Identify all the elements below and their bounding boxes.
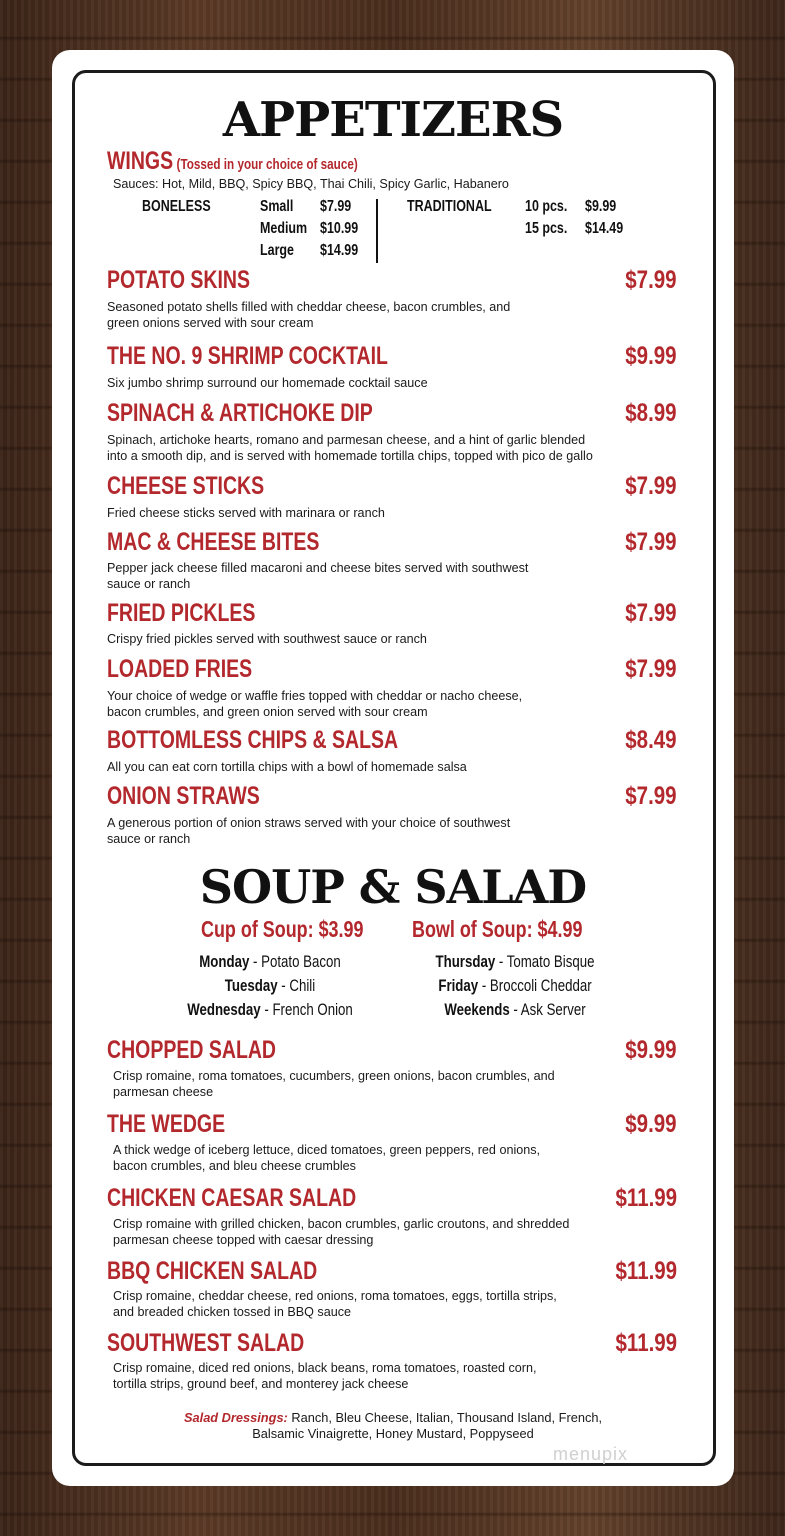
item-name: FRIED PICKLES (107, 599, 256, 627)
boneless-price: $7.99 (320, 198, 352, 215)
salad-price: $9.99 (625, 1110, 677, 1138)
cup-of-soup: Cup of Soup: $3.99 (201, 916, 364, 942)
boneless-size: Medium (260, 220, 308, 237)
salad-desc: Crisp romaine, cheddar cheese, red onions, roma tomatoes, eggs, tortilla strips, and breaded chicken tossed in BBQ sauce (113, 1289, 557, 1319)
watermark: menupix (553, 1444, 629, 1464)
soup-day: Friday - Broccoli Cheddar (438, 976, 592, 995)
salad-desc: A thick wedge of iceberg lettuce, diced tomatoes, green peppers, red onions, bacon crumbles, and bleu cheese crumbles (113, 1143, 541, 1173)
traditional-price: $9.99 (585, 198, 617, 215)
item-desc: Six jumbo shrimp surround our homemade cocktail sauce (107, 376, 428, 390)
soup-day: Weekends - Ask Server (444, 1000, 586, 1019)
item-name: THE NO. 9 SHRIMP COCKTAIL (107, 342, 388, 370)
item-price: $7.99 (625, 599, 677, 627)
appetizers-heading: APPETIZERS (222, 92, 564, 148)
soup-day: Tuesday - Chili (224, 976, 316, 995)
item-desc: Crispy fried pickles served with southwest sauce or ranch (107, 632, 427, 646)
salad-desc: Crisp romaine, diced red onions, black beans, roma tomatoes, roasted corn, tortilla strips, ground beef, and monterey jack cheese (113, 1361, 537, 1391)
item-name: POTATO SKINS (107, 266, 251, 294)
dressings-label: Salad Dressings: (183, 1410, 288, 1425)
traditional-label: TRADITIONAL (407, 198, 492, 215)
soup-day: Wednesday - French Onion (187, 1000, 353, 1019)
salad-price: $9.99 (625, 1036, 677, 1064)
item-desc: Seasoned potato shells filled with cheddar cheese, bacon crumbles, and green onions served with sour cream (107, 300, 511, 330)
boneless-price: $14.99 (320, 242, 359, 259)
item-price: $7.99 (625, 655, 677, 683)
item-desc: Spinach, artichoke hearts, romano and parmesan cheese, and a hint of garlic blended into a smooth dip, and is served with homemade tortilla chips, topped with pico de gallo (107, 433, 593, 463)
item-price: $7.99 (625, 782, 677, 810)
wings-title (107, 147, 358, 176)
traditional-size: 15 pcs. (525, 220, 568, 237)
salad-name: CHICKEN CAESAR SALAD (107, 1184, 357, 1212)
item-desc: Pepper jack cheese filled macaroni and cheese bites served with southwest sauce or ranch (107, 561, 529, 591)
item-name: LOADED FRIES (107, 655, 253, 683)
boneless-label: BONELESS (142, 198, 211, 215)
item-price: $7.99 (625, 266, 677, 294)
item-desc: Fried cheese sticks served with marinara or ranch (107, 506, 385, 520)
item-price: $7.99 (625, 472, 677, 500)
bowl-of-soup: Bowl of Soup: $4.99 (412, 916, 583, 942)
salad-name: BBQ CHICKEN SALAD (107, 1257, 318, 1285)
wings-note: (Tossed in your choice of sauce) (176, 156, 358, 173)
item-name: CHEESE STICKS (107, 472, 265, 500)
salad-price: $11.99 (615, 1257, 677, 1285)
item-name: MAC & CHEESE BITES (107, 528, 320, 556)
salad-name: SOUTHWEST SALAD (107, 1329, 305, 1357)
salad-name: CHOPPED SALAD (107, 1036, 277, 1064)
salad-price: $11.99 (615, 1329, 677, 1357)
traditional-price: $14.49 (585, 220, 624, 237)
item-name: ONION STRAWS (107, 782, 260, 810)
salad-desc: Crisp romaine, roma tomatoes, cucumbers, green onions, bacon crumbles, and parmesan cheese (113, 1069, 555, 1099)
item-desc: Your choice of wedge or waffle fries topped with cheddar or nacho cheese, bacon crumbles, and green onion served with sour cream (107, 689, 523, 719)
wings-divider (376, 199, 378, 263)
item-name: SPINACH & ARTICHOKE DIP (107, 399, 373, 427)
item-desc: A generous portion of onion straws served with your choice of southwest sauce or ranch (107, 816, 511, 846)
item-name: BOTTOMLESS CHIPS & SALSA (107, 726, 399, 754)
item-price: $7.99 (625, 528, 677, 556)
boneless-size: Large (260, 242, 294, 259)
salad-dressings: Salad Dressings: Ranch, Bleu Cheese, Italian, Thousand Island, French, Balsamic Vinaigrette, Honey Mustard, Poppyseed (183, 1410, 603, 1441)
soup-salad-heading: SOUP & SALAD (199, 860, 587, 914)
wings-name: WINGS (107, 147, 174, 175)
salad-price: $11.99 (615, 1184, 677, 1212)
soup-day: Thursday - Tomato Bisque (435, 952, 595, 971)
item-desc: All you can eat corn tortilla chips with a bowl of homemade salsa (107, 760, 467, 774)
wings-sauces: Sauces: Hot, Mild, BBQ, Spicy BBQ, Thai Chili, Spicy Garlic, Habanero (113, 177, 509, 191)
boneless-size: Small (260, 198, 294, 215)
item-price: $9.99 (625, 342, 677, 370)
salad-name: THE WEDGE (107, 1110, 226, 1138)
item-price: $8.49 (625, 726, 677, 754)
traditional-size: 10 pcs. (525, 198, 568, 215)
boneless-price: $10.99 (320, 220, 359, 237)
item-price: $8.99 (625, 399, 677, 427)
salad-desc: Crisp romaine with grilled chicken, bacon crumbles, garlic croutons, and shredded parmesan cheese topped with caesar dressing (113, 1217, 570, 1247)
soup-day: Monday - Potato Bacon (199, 952, 341, 971)
